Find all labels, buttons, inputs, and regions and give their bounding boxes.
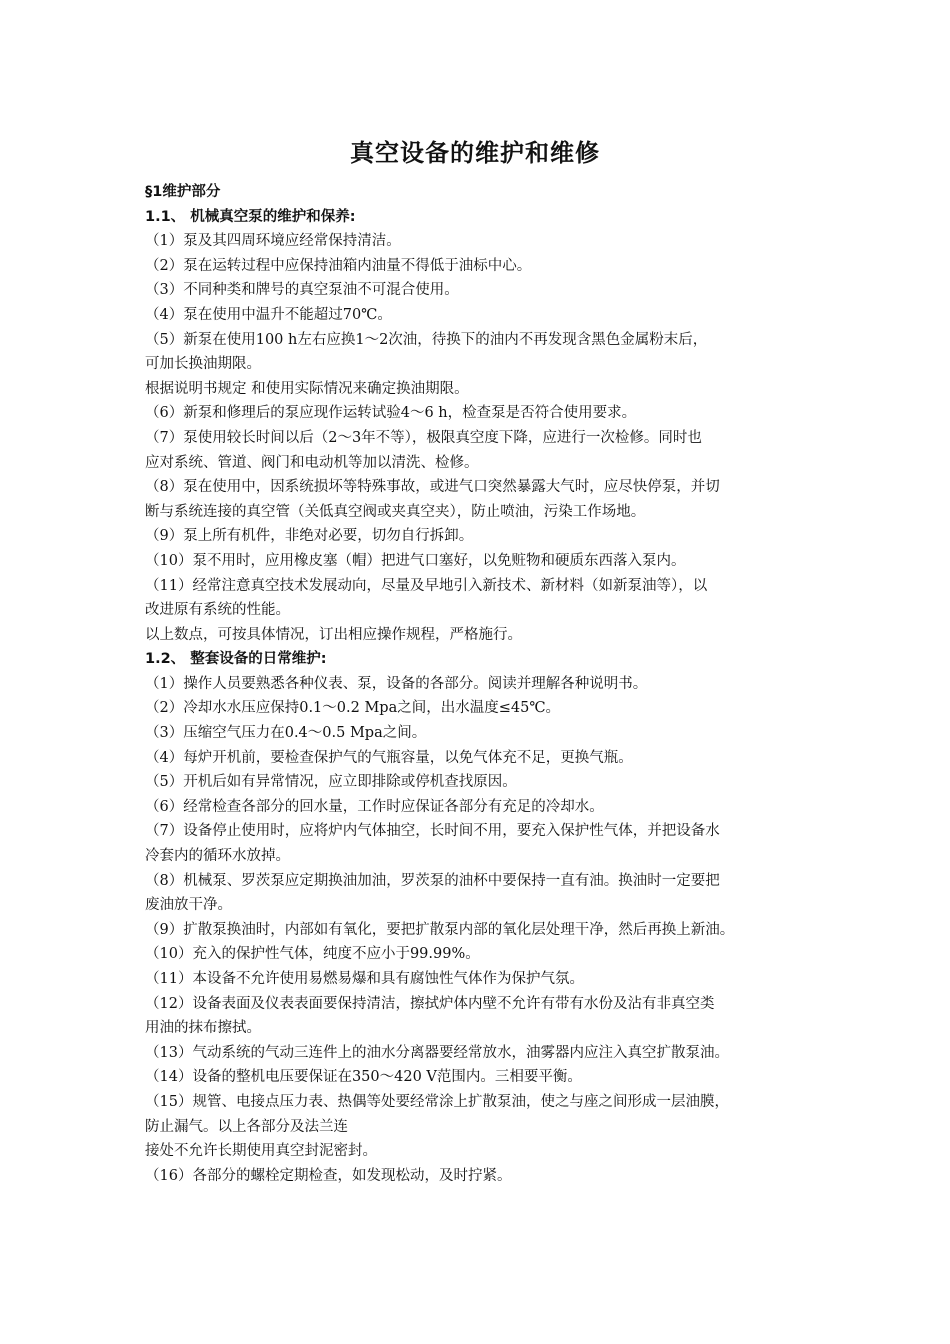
text-line: 应对系统、管道、阀门和电动机等加以清洗、检修。 bbox=[145, 454, 479, 471]
text-line: （15）规管、电接点压力表、热偶等处要经常涂上扩散泵油，使之与座之间形成一层油膜， bbox=[145, 1093, 729, 1110]
text-line: （8）机械泵、罗茨泵应定期换油加油，罗茨泵的油杯中要保持一直有油。换油时一定要把 bbox=[145, 872, 720, 889]
text-line: （9）泵上所有机件，非绝对必要，切勿自行拆卸。 bbox=[145, 528, 474, 545]
text-line: 用油的抹布擦拭。 bbox=[145, 1020, 261, 1037]
document-title: 真空设备的维护和维修 bbox=[350, 139, 600, 167]
text-line: （9）扩散泵换油时，内部如有氧化，要把扩散泵内部的氧化层处理干净，然后再换上新油。 bbox=[145, 921, 735, 938]
text-line: （8）泵在使用中，因系统损坏等特殊事故，或进气口突然暴露大气时，应尽快停泵，并切 bbox=[145, 479, 720, 496]
text-line: （14）设备的整机电压要保证在350～420 V范围内。三相要平衡。 bbox=[145, 1069, 582, 1086]
text-line: 防止漏气。以上各部分及法兰连 bbox=[145, 1118, 348, 1135]
text-line: （4）每炉开机前，要检查保护气的气瓶容量，以免气体充不足，更换气瓶。 bbox=[145, 749, 633, 766]
text-line: （6）新泵和修理后的泵应现作运转试验4～6 h，检查泵是否符合使用要求。 bbox=[145, 405, 637, 422]
text-line: 接处不允许长期使用真空封泥密封。 bbox=[145, 1143, 377, 1160]
text-line: 以上数点，可按具体情况，订出相应操作规程，严格施行。 bbox=[145, 626, 522, 643]
document-body bbox=[145, 180, 835, 1188]
section-heading: §1维护部分 bbox=[145, 184, 221, 200]
text-line: 冷套内的循环水放掉。 bbox=[145, 848, 290, 865]
text-line: （11）本设备不允许使用易燃易爆和具有腐蚀性气体作为保护气氛。 bbox=[145, 971, 584, 987]
text-line: （13）气动系统的气动三连件上的油水分离器要经常放水，油雾器内应注入真空扩散泵油。 bbox=[145, 1044, 729, 1061]
text-line: 断与系统连接的真空管（关低真空阀或夹真空夹），防止喷油，污染工作场地。 bbox=[145, 503, 646, 520]
text-line: （5）新泵在使用100 h左右应换1～2次油，待换下的油内不再发现含黑色金属粉末后， bbox=[145, 331, 708, 348]
text-line: 改进原有系统的性能。 bbox=[145, 602, 290, 619]
text-line: （10）泵不用时，应用橡皮塞（帽）把进气口塞好，以免赃物和硬质东西落入泵内。 bbox=[145, 552, 686, 569]
text-line: （3）压缩空气压力在0.4～0.5 Mpa之间。 bbox=[145, 725, 427, 742]
text-line: （1）操作人员要熟悉各种仪表、泵，设备的各部分。阅读并理解各种说明书。 bbox=[145, 675, 648, 692]
text-line: （12）设备表面及仪表表面要保持清洁，擦拭炉体内壁不允许有带有水份及沾有非真空类 bbox=[145, 995, 715, 1012]
text-line: （1）泵及其四周环境应经常保持清洁。 bbox=[145, 233, 401, 250]
text-line: （7）设备停止使用时，应将炉内气体抽空，长时间不用，要充入保护性气体，并把设备水 bbox=[145, 823, 720, 840]
text-line: 可加长换油期限。 bbox=[145, 356, 261, 373]
text-line: （6）经常检查各部分的回水量，工作时应保证各部分有充足的冷却水。 bbox=[145, 798, 604, 815]
text-line: 废油放干净。 bbox=[145, 897, 232, 914]
section-heading: 1.1、 机械真空泵的维护和保养: bbox=[145, 208, 356, 225]
text-line: （5）开机后如有异常情况，应立即排除或停机查找原因。 bbox=[145, 774, 517, 791]
text-line: （2）泵在运转过程中应保持油箱内油量不得低于油标中心。 bbox=[145, 257, 532, 274]
text-line: （7）泵使用较长时间以后（2～3年不等），极限真空度下降，应进行一次检修。同时也 bbox=[145, 429, 702, 446]
text-line: 根据说明书规定 和使用实际情况来确定换油期限。 bbox=[145, 380, 469, 397]
text-line: （11）经常注意真空技术发展动向，尽量及早地引入新技术、新材料（如新泵油等），以 bbox=[145, 577, 708, 594]
section-heading: 1.2、 整套设备的日常维护: bbox=[145, 651, 327, 668]
text-line: （3）不同种类和牌号的真空泵油不可混合使用。 bbox=[145, 282, 459, 299]
text-line: （10）充入的保护性气体，纯度不应小于99.99%。 bbox=[145, 946, 480, 963]
text-line: （2）冷却水水压应保持0.1～0.2 Mpa之间，出水温度≤45℃。 bbox=[145, 700, 561, 717]
text-line: （4）泵在使用中温升不能超过70℃。 bbox=[145, 306, 392, 323]
text-line: （16）各部分的螺栓定期检查，如发现松动，及时拧紧。 bbox=[145, 1167, 512, 1184]
